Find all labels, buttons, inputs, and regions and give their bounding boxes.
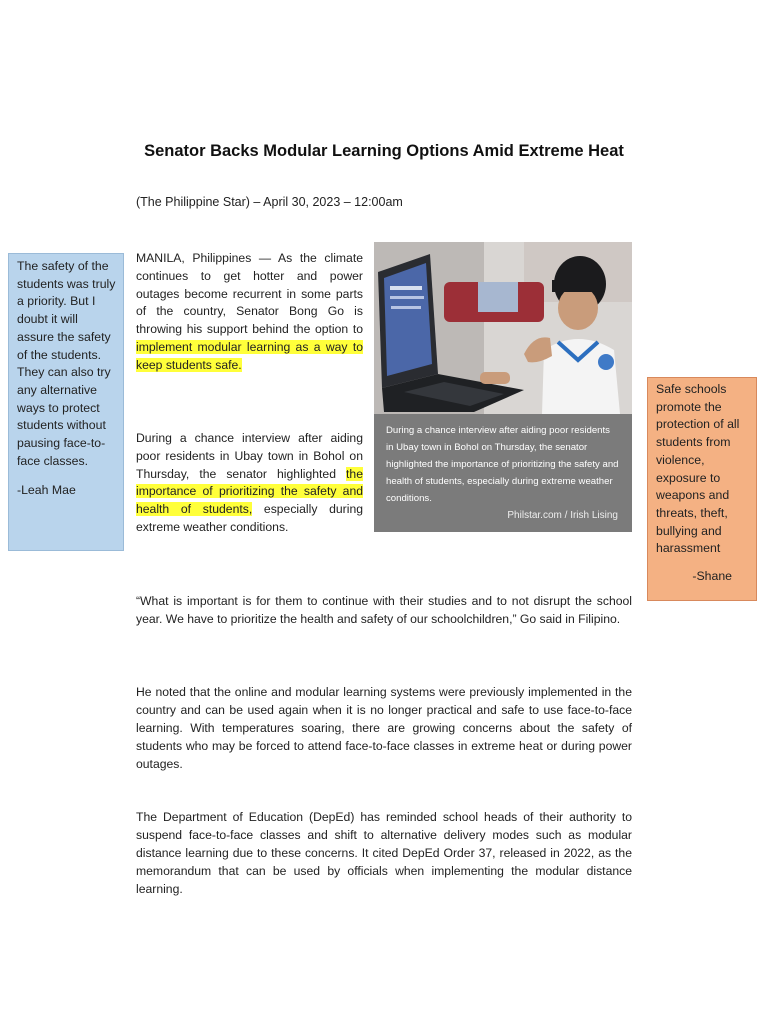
article-byline: (The Philippine Star) – April 30, 2023 – 12:00am: [136, 195, 403, 209]
comment-right-text: Safe schools promote the protection of all students from violence, exposure to weapons and threats, theft, bullying and harassment: [656, 382, 740, 556]
quote-paragraph: “What is important is for them to continue with their studies and to not disrupt the school year. We have to prioritize the health and safety of our schoolchildren,” Go said in Filipino.: [136, 594, 632, 626]
intro-highlight: implement modular learning as a way to keep students safe.: [136, 339, 363, 372]
comment-left-text: The safety of the students was truly a priority. But I doubt it will assure the safety of the students. They can also try any alternative ways to protect students without pausing face-to-face classes.: [17, 259, 116, 468]
photo-credit: Philstar.com / Irish Lising: [507, 510, 618, 521]
photo-caption: [374, 414, 632, 532]
interview-text-end: especially during extreme weather conditions.: [136, 502, 363, 534]
article-photo: [374, 242, 632, 532]
paragraph-interview: [136, 430, 363, 537]
comment-note-left: [8, 253, 124, 551]
interview-text: During a chance interview after aiding poor residents in Ubay town in Bohol on Thursday, the senator highlighted: [136, 431, 363, 481]
paragraph-online-learning: He noted that the online and modular learning systems were previously implemented in the country and can be used again when it is no longer practical and safe to use face-to-face learning. With temperatures soaring, there are growing concerns about the safety of students who may be forced to attend face-to-face classes in extreme heat or during power outages.: [136, 685, 632, 771]
intro-text: MANILA, Philippines — As the climate continues to get hotter and power outages become recurrent in some parts of the country, Senator Bong Go is throwing his support behind the option to: [136, 251, 363, 337]
caption-text: During a chance interview after aiding poor residents in Ubay town in Bohol on Thursday, the senator highlighted the importance of prioritizing the safety and health of students, especially during extreme weather conditions.: [386, 425, 619, 504]
article-title: Senator Backs Modular Learning Options Amid Extreme Heat: [144, 142, 624, 160]
paragraph-intro: [136, 250, 363, 375]
paragraph-deped: The Department of Education (DepEd) has reminded school heads of their authority to suspend face-to-face classes and shift to alternative delivery modes such as modular distance learning due to these concerns. It cited DepEd Order 37, released in 2022, as the memorandum that can be used by officials when implementing the modular distance learning.: [136, 810, 632, 896]
comment-note-right: [647, 377, 757, 601]
interview-highlight: the importance of prioritizing the safety and health of students,: [136, 466, 363, 517]
comment-left-author: -Leah Mae: [17, 483, 76, 498]
comment-right-author: -Shane: [692, 569, 732, 584]
student-laptop-image: [374, 242, 632, 414]
